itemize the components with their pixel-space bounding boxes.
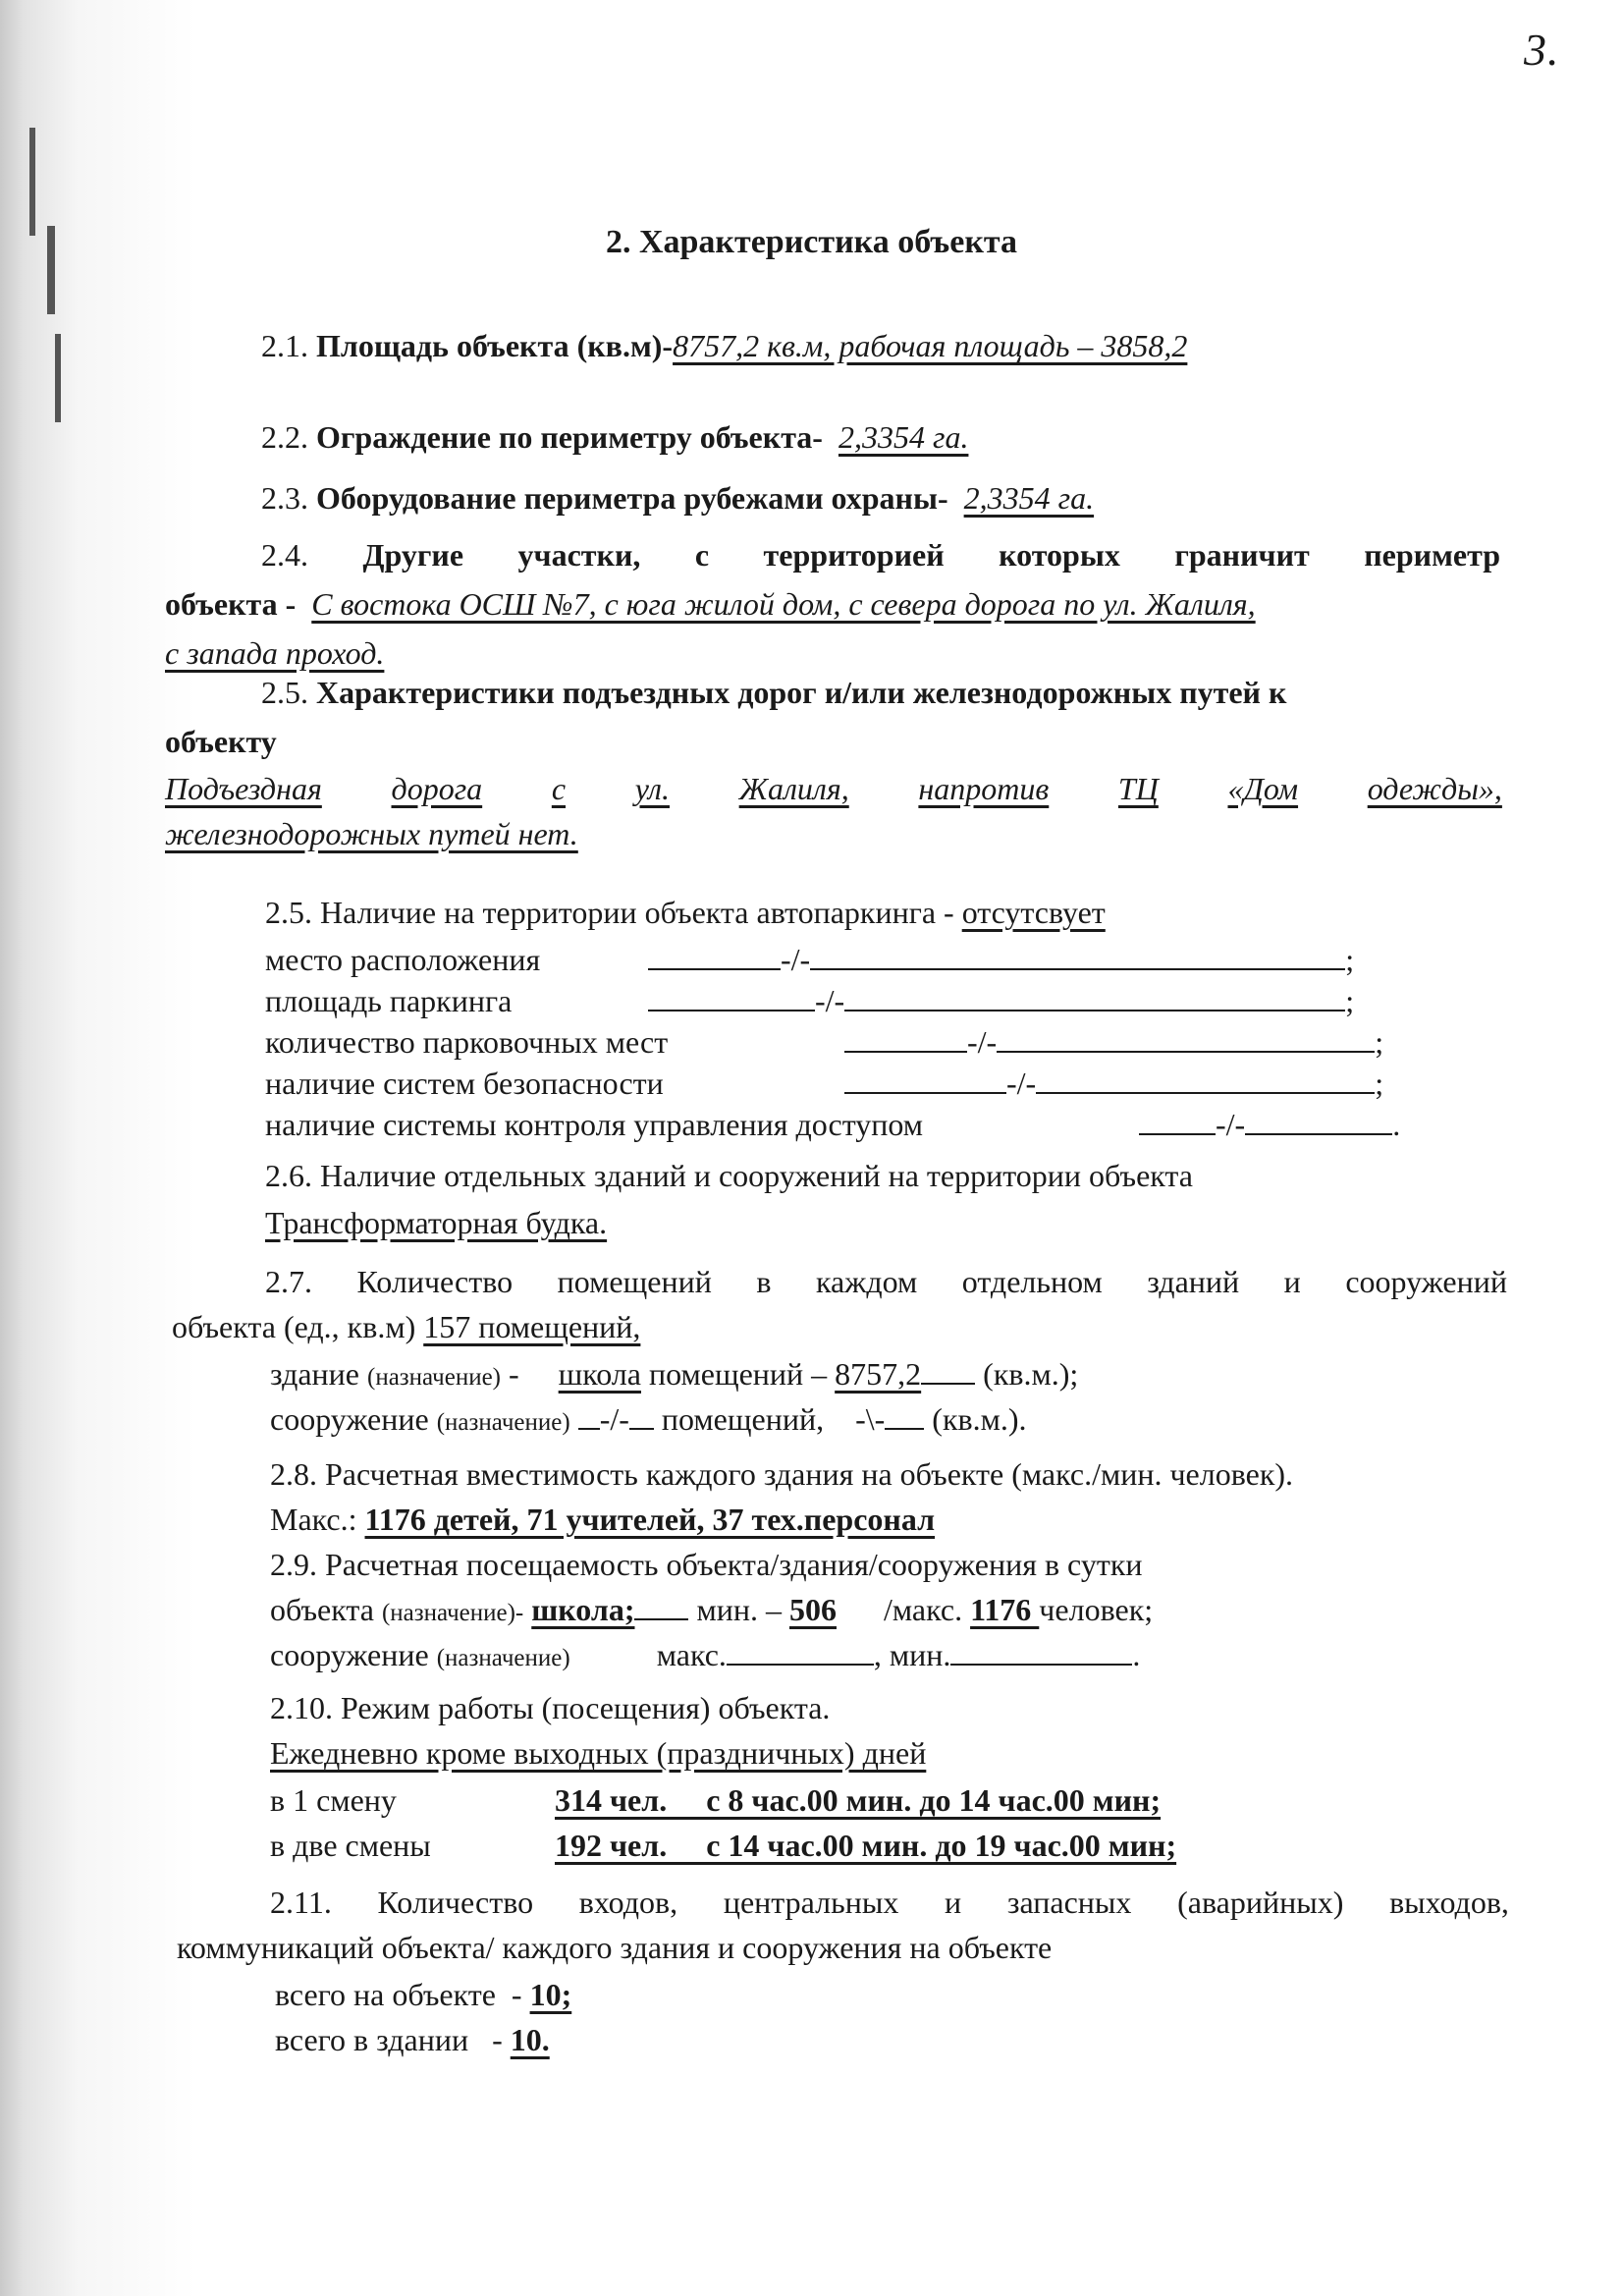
building-dash: - (501, 1356, 527, 1392)
item-label: Оборудование периметра рубежами охраны- (316, 480, 948, 516)
blank-line (648, 941, 781, 970)
word: граничит (1174, 537, 1310, 573)
word: и (1283, 1264, 1301, 1299)
shift-label: в 1 смену (270, 1782, 397, 1818)
building-label: здание (270, 1356, 367, 1392)
item-2-9-object (270, 1591, 1153, 1627)
item-2-10-shift2 (270, 1829, 1176, 1863)
item-label: Площадь объекта (кв.м)- (316, 328, 674, 363)
blank-line (578, 1400, 600, 1430)
word: которых (999, 537, 1120, 573)
structure-max: макс. (656, 1637, 727, 1672)
item-2-11-total-building (275, 2023, 550, 2057)
parking-row-label: место расположения (265, 942, 541, 977)
min-label: мин. – (688, 1592, 789, 1627)
item-value: 157 помещений, (423, 1309, 641, 1344)
item-2-3 (261, 481, 1094, 516)
blank-line (648, 982, 815, 1011)
object-note: (назначение)- (381, 1600, 524, 1626)
structure-note: (назначение) (436, 1409, 570, 1436)
word: участки, (517, 537, 641, 573)
word: напротив (918, 771, 1050, 806)
word: Количество (377, 1885, 534, 1920)
item-label: Характеристики подъездных дорог и/или железнодорожных путей к (316, 675, 1287, 710)
item-2-7-line2 (172, 1310, 640, 1344)
blank-line (634, 1591, 688, 1620)
total-value: 10; (529, 1977, 572, 2012)
item-2-6-text: 2.6. Наличие отдельных зданий и сооружений на территории объекта (265, 1158, 1193, 1193)
total-label: всего на объекте - (275, 1977, 530, 2012)
shift-label: в две смены (270, 1828, 431, 1863)
blank-line (844, 982, 1345, 1011)
structure-area: -\- (855, 1401, 886, 1437)
blank-line (810, 941, 1345, 970)
parking-row (265, 941, 1354, 977)
parking-row-end: ; (1345, 983, 1355, 1018)
building-unit: (кв.м.); (975, 1356, 1079, 1392)
blank-line (885, 1400, 924, 1430)
word: с (694, 537, 710, 573)
structure-rooms: помещений, (653, 1401, 833, 1437)
word: «Дом (1227, 771, 1299, 806)
item-2-7-heading (265, 1265, 1507, 1299)
word: (аварийных) (1177, 1885, 1344, 1920)
item-2-11-heading (270, 1886, 1509, 1920)
blank-line (997, 1023, 1375, 1053)
item-value: 2,3354 га. (963, 480, 1095, 516)
min-value: 506 (788, 1592, 837, 1627)
structure-label: сооружение (270, 1637, 437, 1672)
parking-row-end: ; (1375, 1024, 1384, 1060)
structure-unit: (кв.м.). (924, 1401, 1027, 1437)
scan-edge-mark (55, 334, 61, 422)
word: с (551, 771, 567, 806)
parking-row (265, 1023, 1383, 1060)
item-value: 8757,2 кв.м, рабочая площадь – 3858,2 (673, 328, 1188, 363)
parking-intro (265, 896, 1106, 930)
item-2-10-schedule: Ежедневно кроме выходных (праздничных) дней (270, 1735, 927, 1771)
building-rooms: помещений – (640, 1356, 836, 1392)
shift-value: 192 чел. с 14 час.00 мин. до 19 час.00 мин; (555, 1828, 1177, 1863)
object-value: школа; (531, 1592, 635, 1627)
item-2-10-text: 2.10. Режим работы (посещения) объекта. (270, 1690, 831, 1725)
word: 2.11. (270, 1885, 332, 1920)
building-area: 8757,2 (835, 1356, 922, 1392)
item-2-8-text: 2.8. Расчетная вместимость каждого здания на объекте (макс./мин. человек). (270, 1456, 1294, 1492)
blank-line (629, 1400, 654, 1430)
word: входов, (578, 1885, 678, 1920)
word: Количество (356, 1264, 514, 1299)
blank-line (921, 1355, 975, 1385)
parking-row-label: наличие систем безопасности (265, 1066, 664, 1101)
item-label: объекта (ед., кв.м) (172, 1309, 424, 1344)
blank-line (1139, 1106, 1216, 1135)
parking-row-end: ; (1375, 1066, 1384, 1101)
word: Жалиля, (738, 771, 849, 806)
parking-row-value: -/- (815, 983, 845, 1018)
total-value: 10. (510, 2022, 550, 2057)
item-2-1 (261, 329, 1187, 363)
blank-line (1036, 1065, 1375, 1094)
parking-row-value: -/- (1006, 1066, 1037, 1101)
item-2-4-line3: с запада проход. (165, 635, 385, 671)
item-2-9-structure (270, 1636, 1140, 1672)
parking-row-label: наличие системы контроля управления доступом (265, 1107, 924, 1142)
scan-page-edge (0, 0, 196, 2296)
word: Другие (362, 537, 464, 573)
word: ТЦ (1117, 771, 1159, 806)
parking-row-label: количество парковочных мест (265, 1024, 669, 1060)
item-2-5-value-line1 (165, 772, 1502, 806)
unit: человек; (1039, 1592, 1154, 1627)
item-label: объекта - (165, 586, 297, 622)
parking-intro-value: отсутсвует (961, 895, 1106, 930)
word: периметр (1364, 537, 1500, 573)
word: одежды», (1367, 771, 1502, 806)
word: и (945, 1885, 962, 1920)
item-2-4-heading (261, 538, 1500, 573)
item-number: 2.5. (261, 675, 308, 710)
max-label: /макс. (883, 1592, 971, 1627)
structure-note: (назначение) (436, 1645, 570, 1671)
blank-line (1245, 1106, 1392, 1135)
word: каждом (815, 1264, 918, 1299)
word: отдельном (961, 1264, 1103, 1299)
max-value: 1176 (970, 1592, 1040, 1627)
item-2-6-value: Трансформаторная будка. (265, 1205, 608, 1240)
parking-row-end: ; (1345, 942, 1355, 977)
structure-value: -/- (599, 1401, 629, 1437)
word: 2.4. (261, 537, 308, 573)
shift-value: 314 чел. с 8 час.00 мин. до 14 час.00 мин; (555, 1782, 1162, 1818)
word: 2.7. (265, 1264, 312, 1299)
max-value: 1176 детей, 71 учителей, 37 тех.персонал (364, 1502, 936, 1537)
item-2-2 (261, 420, 968, 455)
page-number: 3. (1524, 25, 1560, 75)
item-2-9-text: 2.9. Расчетная посещаемость объекта/здания/сооружения в сутки (270, 1547, 1143, 1582)
total-label: всего в здании - (275, 2022, 511, 2057)
blank-line (950, 1636, 1132, 1666)
structure-min: , мин. (873, 1637, 951, 1672)
word: выходов, (1389, 1885, 1509, 1920)
word: помещений (557, 1264, 712, 1299)
parking-row (265, 1106, 1400, 1142)
item-2-10-shift1 (270, 1783, 1161, 1818)
item-value: С востока ОСШ №7, с юга жилой дом, с севера дорога по ул. Жалиля, (311, 586, 1256, 622)
item-2-4-line2 (165, 587, 1256, 622)
item-2-5-label-line2: объекту (165, 724, 277, 759)
parking-row-value: -/- (1216, 1107, 1246, 1142)
word: Подъездная (165, 771, 322, 806)
word: запасных (1006, 1885, 1132, 1920)
word: территорией (763, 537, 945, 573)
word: ул. (634, 771, 670, 806)
parking-row-value: -/- (967, 1024, 998, 1060)
item-2-11-line2: коммуникаций объекта/ каждого здания и сооружения на объекте (177, 1930, 1053, 1965)
word: сооружений (1345, 1264, 1507, 1299)
item-number: 2.1. (261, 328, 308, 363)
section-title: 2. Характеристика объекта (605, 224, 1018, 260)
word: в (756, 1264, 772, 1299)
building-note: (назначение) (367, 1364, 501, 1391)
word: центральных (723, 1885, 899, 1920)
parking-row (265, 982, 1354, 1018)
max-label: Макс.: (270, 1502, 365, 1537)
item-2-11-total-object (275, 1978, 571, 2012)
item-number: 2.3. (261, 480, 308, 516)
word: зданий (1147, 1264, 1240, 1299)
scan-edge-mark (29, 128, 35, 236)
structure-label: сооружение (270, 1401, 437, 1437)
parking-intro-text: 2.5. Наличие на территории объекта автопаркинга - (265, 895, 962, 930)
item-label: Ограждение по периметру объекта- (316, 419, 823, 455)
item-value: 2,3354 га. (838, 419, 969, 455)
item-2-5-value-line2: железнодорожных путей нет. (165, 816, 578, 851)
blank-line (727, 1636, 874, 1666)
word: дорога (391, 771, 483, 806)
blank-line (844, 1023, 967, 1053)
blank-line (844, 1065, 1006, 1094)
item-2-5-heading (261, 676, 1286, 710)
item-number: 2.2. (261, 419, 308, 455)
item-2-7-structure (270, 1400, 1027, 1437)
building-value: школа (558, 1356, 641, 1392)
parking-row-label: площадь паркинга (265, 983, 513, 1018)
item-2-7-building (270, 1355, 1078, 1392)
parking-row (265, 1065, 1383, 1101)
parking-row-value: -/- (781, 942, 811, 977)
parking-row-end: . (1392, 1107, 1401, 1142)
structure-end: . (1132, 1637, 1141, 1672)
item-2-8-max (270, 1503, 935, 1537)
object-label: объекта (270, 1592, 382, 1627)
